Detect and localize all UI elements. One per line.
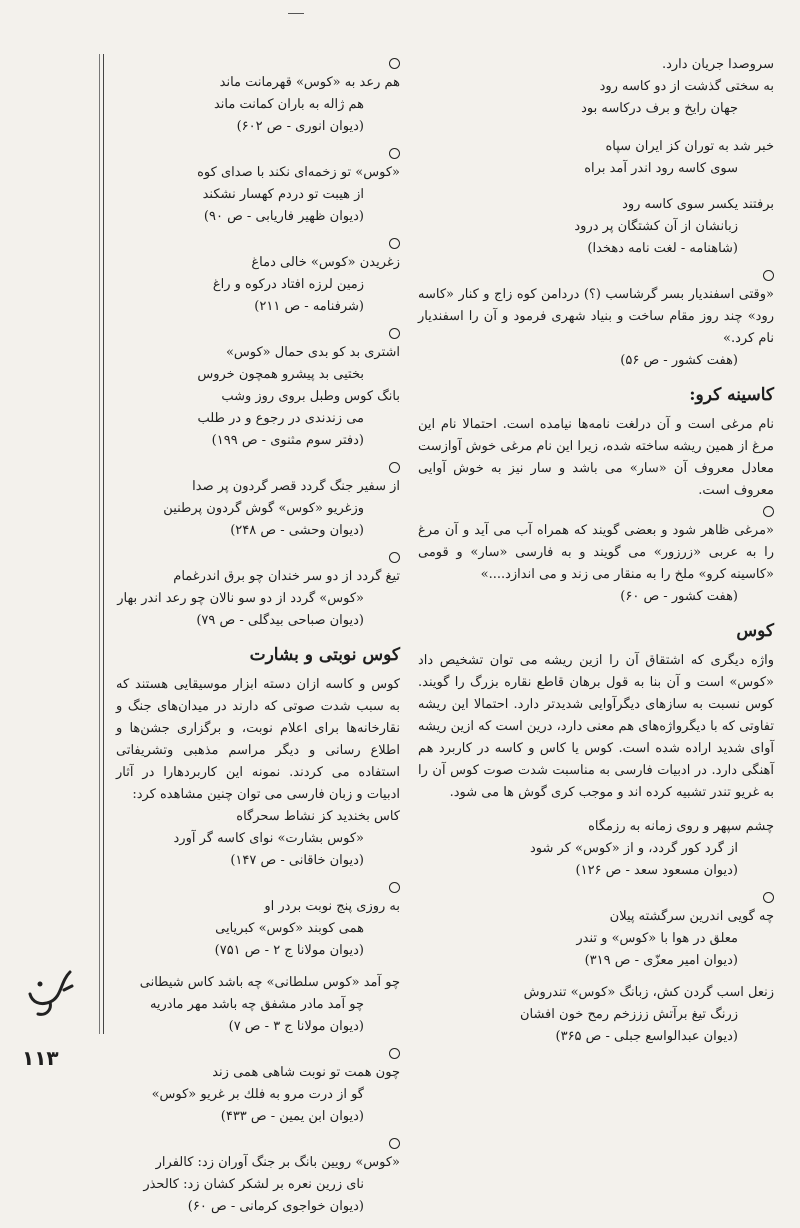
circle-bullet-icon [763, 892, 774, 903]
circle-bullet-icon [389, 552, 400, 563]
quote-entry [116, 328, 400, 452]
verse-line: کاس بخندید کز نشاط سحرگاه [236, 809, 400, 824]
top-mark [288, 13, 304, 14]
quote-entry [116, 148, 400, 228]
verse-line: همی کوبند «کوس» کبریایی [215, 921, 364, 936]
verse-line: به سختی گذشت از دو کاسه رود [599, 79, 774, 94]
verse-line: چو آمد «کوس سلطانی» چه باشد کاس شیطانی [139, 975, 400, 990]
verse-line: «کوس» رویین بانگ بر جنگ آوران زد: کالفرار [155, 1155, 400, 1170]
circle-bullet-icon [389, 58, 400, 69]
source-citation: (دیوان مولانا ج ۳ - ص ۷) [228, 1019, 364, 1034]
quote-entry [418, 816, 774, 882]
verse-line: چون همت تو نوبت شاهی همی زند [212, 1065, 400, 1080]
quote-entry [116, 462, 400, 542]
verse-line: بانگ کوس وطبل بروی روز وشب [221, 389, 400, 404]
column-rule [103, 54, 104, 1034]
page-number: ۱۱۳ [22, 1046, 59, 1070]
quote-entry [418, 506, 774, 608]
verse-line: «کوس» گردد از دو سو نالان چو رعد اندر بهار [117, 591, 364, 606]
quote-entry [418, 892, 774, 972]
verse-line: اشتری بد کو بدی حمال «کوس» [225, 345, 400, 360]
verse-line: زنعل اسب گردن کش، زبانگ «کوس» تندروش [523, 985, 774, 1000]
verse-line: زرنگ تیغ برآتش زززخم رمح خون افشان [519, 1007, 738, 1022]
right-column [418, 54, 774, 1058]
source-citation: (دفتر سوم مثنوی - ص ۱۹۹) [211, 433, 364, 448]
section-heading: کوس [736, 621, 774, 641]
quote-entry [418, 76, 774, 120]
intro-line: سروصدا جریان دارد. [661, 57, 774, 72]
circle-bullet-icon [389, 1048, 400, 1059]
verse-line: وزغریو «کوس» گوش گردون پرطنین [163, 501, 364, 516]
verse-line: «کوس» تو زخمه‌ای نکند با صدای کوه [197, 165, 400, 180]
verse-line: زغریدن «کوس» خالی دماغ [251, 255, 400, 270]
quote-text: «وقتی اسفندیار بسر گرشاسب (؟) دردامن کوه زاج و کنار «کاسه رود» چند روز مقام ساخت و بنیاد شهری فرمود و آن را اسفندیار نام کرد.» [418, 287, 774, 346]
source-citation: (دیوان وحشی - ص ۲۴۸) [230, 523, 364, 538]
quote-text: «مرغی ظاهر شود و بعضی گویند که همراه آب می آید و آن مرغ را به عربی «زرزور» می گویند و به فارسی «سار» و قومی «کاسینه کرو» ملخ را به منقار می زند و می اندازد....» [418, 523, 774, 582]
source-citation: (دیوان عبدالواسع جبلی - ص ۳۶۵) [555, 1029, 738, 1044]
verse-line: زمین لرزه افتاد درکوه و راغ [212, 277, 364, 292]
verse-line: نای زرین نعره بر لشکر کشان زد: کالحذر [143, 1177, 364, 1192]
source-citation: (دیوان ابن یمین - ص ۴۳۳) [220, 1109, 364, 1124]
source-citation: (دیوان خاقانی - ص ۱۴۷) [230, 853, 364, 868]
verse-line: بختیی بد پیشرو همچون خروس [197, 367, 364, 382]
verse-line: چشم سپهر و روی زمانه به رزمگاه [588, 819, 774, 834]
source-citation: (شرفنامه - ص ۲۱۱) [254, 299, 364, 314]
circle-bullet-icon [389, 1138, 400, 1149]
circle-bullet-icon [763, 270, 774, 281]
verse-line: سوی کاسه رود اندر آمد براه [584, 161, 738, 176]
source-citation: (دیوان انوری - ص ۶۰۲) [236, 119, 364, 134]
verse-line: می زندندی در رجوع و در طلب [197, 411, 364, 426]
quote-entry [116, 1048, 400, 1128]
paragraph: واژه دیگری که اشتقاق آن را ازین ریشه می توان تشخیص داد «کوس» است و آن بنا به قول برهان قاطع نقاره بزرگ را گویند. کوس نسبت به سازهای دیگرآوایی شدیدتر دارد. احتمالا این ریشه تفاوتی که با دیگرواژه‌های هم معنی دارد، درین است که ازین ریشه آوای شدید اراده شده است. کوس یا کاس و کاسه در کاربرد هم آهنگی دارد. در ادبیات فارسی به مناسبت شدت صوت کوس آن را به غریو تندر تشبیه کرده اند و موجب کری گوش ها می شود. [418, 653, 774, 800]
quote-entry [116, 882, 400, 962]
source-citation: (دیوان ظهیر فاریابی - ص ۹۰) [203, 209, 364, 224]
circle-bullet-icon [389, 238, 400, 249]
source-citation: (هفت کشور - ص ۶۰) [620, 589, 738, 604]
verse-line: برفتند یکسر سوی کاسه رود [622, 197, 774, 212]
circle-bullet-icon [763, 506, 774, 517]
quote-entry [116, 1138, 400, 1218]
circle-bullet-icon [389, 882, 400, 893]
quote-entry [116, 972, 400, 1038]
quote-entry [418, 270, 774, 372]
verse-line: تیغ گردد از دو سر خندان چو برق اندرغمام [173, 569, 400, 584]
verse-line: از سفیر جنگ گردد قصر گردون پر صدا [192, 479, 400, 494]
source-citation: (دیوان مولانا ج ۲ - ص ۷۵۱) [214, 943, 364, 958]
verse-line: از گرد کور گردد، و از «کوس» کر شود [529, 841, 738, 856]
circle-bullet-icon [389, 148, 400, 159]
column-rule-outer [99, 54, 100, 1034]
source-citation: (شاهنامه - لغت نامه دهخدا) [587, 241, 738, 256]
source-citation: (دیوان امیر معزّی - ص ۳۱۹) [584, 953, 738, 968]
quote-entry [116, 806, 400, 872]
section-heading: کوس نوبتی و بشارت [249, 645, 400, 665]
source-citation: (دیوان صباحی بیدگلی - ص ۷۹) [196, 613, 364, 628]
verse-line: چو آمد مادر مشفق چه باشد مهر مادریه [149, 997, 364, 1012]
verse-line: جهان رایخ و برف درکاسه بود [581, 101, 738, 116]
kerman-logo [20, 962, 80, 1022]
section-heading: کاسینه کرو: [689, 385, 774, 405]
verse-line: از هیبت تو دردم کهسار نشکند [202, 187, 364, 202]
left-column [116, 54, 400, 1228]
circle-bullet-icon [389, 328, 400, 339]
verse-line: «کوس بشارت» نوای کاسه گر آورد [173, 831, 364, 846]
paragraph: نام مرغی است و آن درلغت نامه‌ها نیامده است. احتمالا نام این مرغ از همین ریشه ساخته شده، زیرا این نام مرغی خوش آوازست معادل معروف آن «سار» می باشد و سار نیز به خوش آوایی معروف است. [418, 417, 774, 498]
source-citation: (دیوان خواجوی کرمانی - ص ۶۰) [187, 1199, 364, 1214]
source-citation: (هفت کشور - ص ۵۶) [620, 353, 738, 368]
verse-line: خبر شد به توران کز ایران سپاه [605, 139, 774, 154]
quote-entry [418, 982, 774, 1048]
quote-entry [116, 58, 400, 138]
verse-line: چه گویی اندرین سرگشته پیلان [609, 909, 774, 924]
source-citation: (دیوان مسعود سعد - ص ۱۲۶) [575, 863, 738, 878]
verse-line: گو از درت مرو به فلك بر غریو «کوس» [151, 1087, 364, 1102]
quote-entry [116, 238, 400, 318]
verse-line: هم ژاله به باران کمانت ماند [213, 97, 364, 112]
paragraph: کوس و کاسه ازان دسته ابزار موسیقایی هستند که به سبب شدت صوتی که دارند در میدان‌های جنگ و نقارخانه‌ها برای اعلام نوبت، و برگزاری جشن‌ها و اطلاع رسانی و دیگر مراسم مذهبی وتشریفاتی استفاده می کردند. نمونه این کاربردهارا در آثار ادبیات و زبان فارسی می توان چنین مشاهده کرد: [116, 677, 400, 802]
verse-line: به روزی پنج نوبت بردر او [264, 899, 400, 914]
quote-entry [116, 552, 400, 632]
quote-entry [418, 136, 774, 260]
verse-line: زبانشان از آن کشتگان پر درود [574, 219, 738, 234]
verse-line: هم رعد به «کوس» قهرمانت ماند [219, 75, 400, 90]
verse-line: معلق در هوا با «کوس» و تندر [576, 931, 738, 946]
circle-bullet-icon [389, 462, 400, 473]
